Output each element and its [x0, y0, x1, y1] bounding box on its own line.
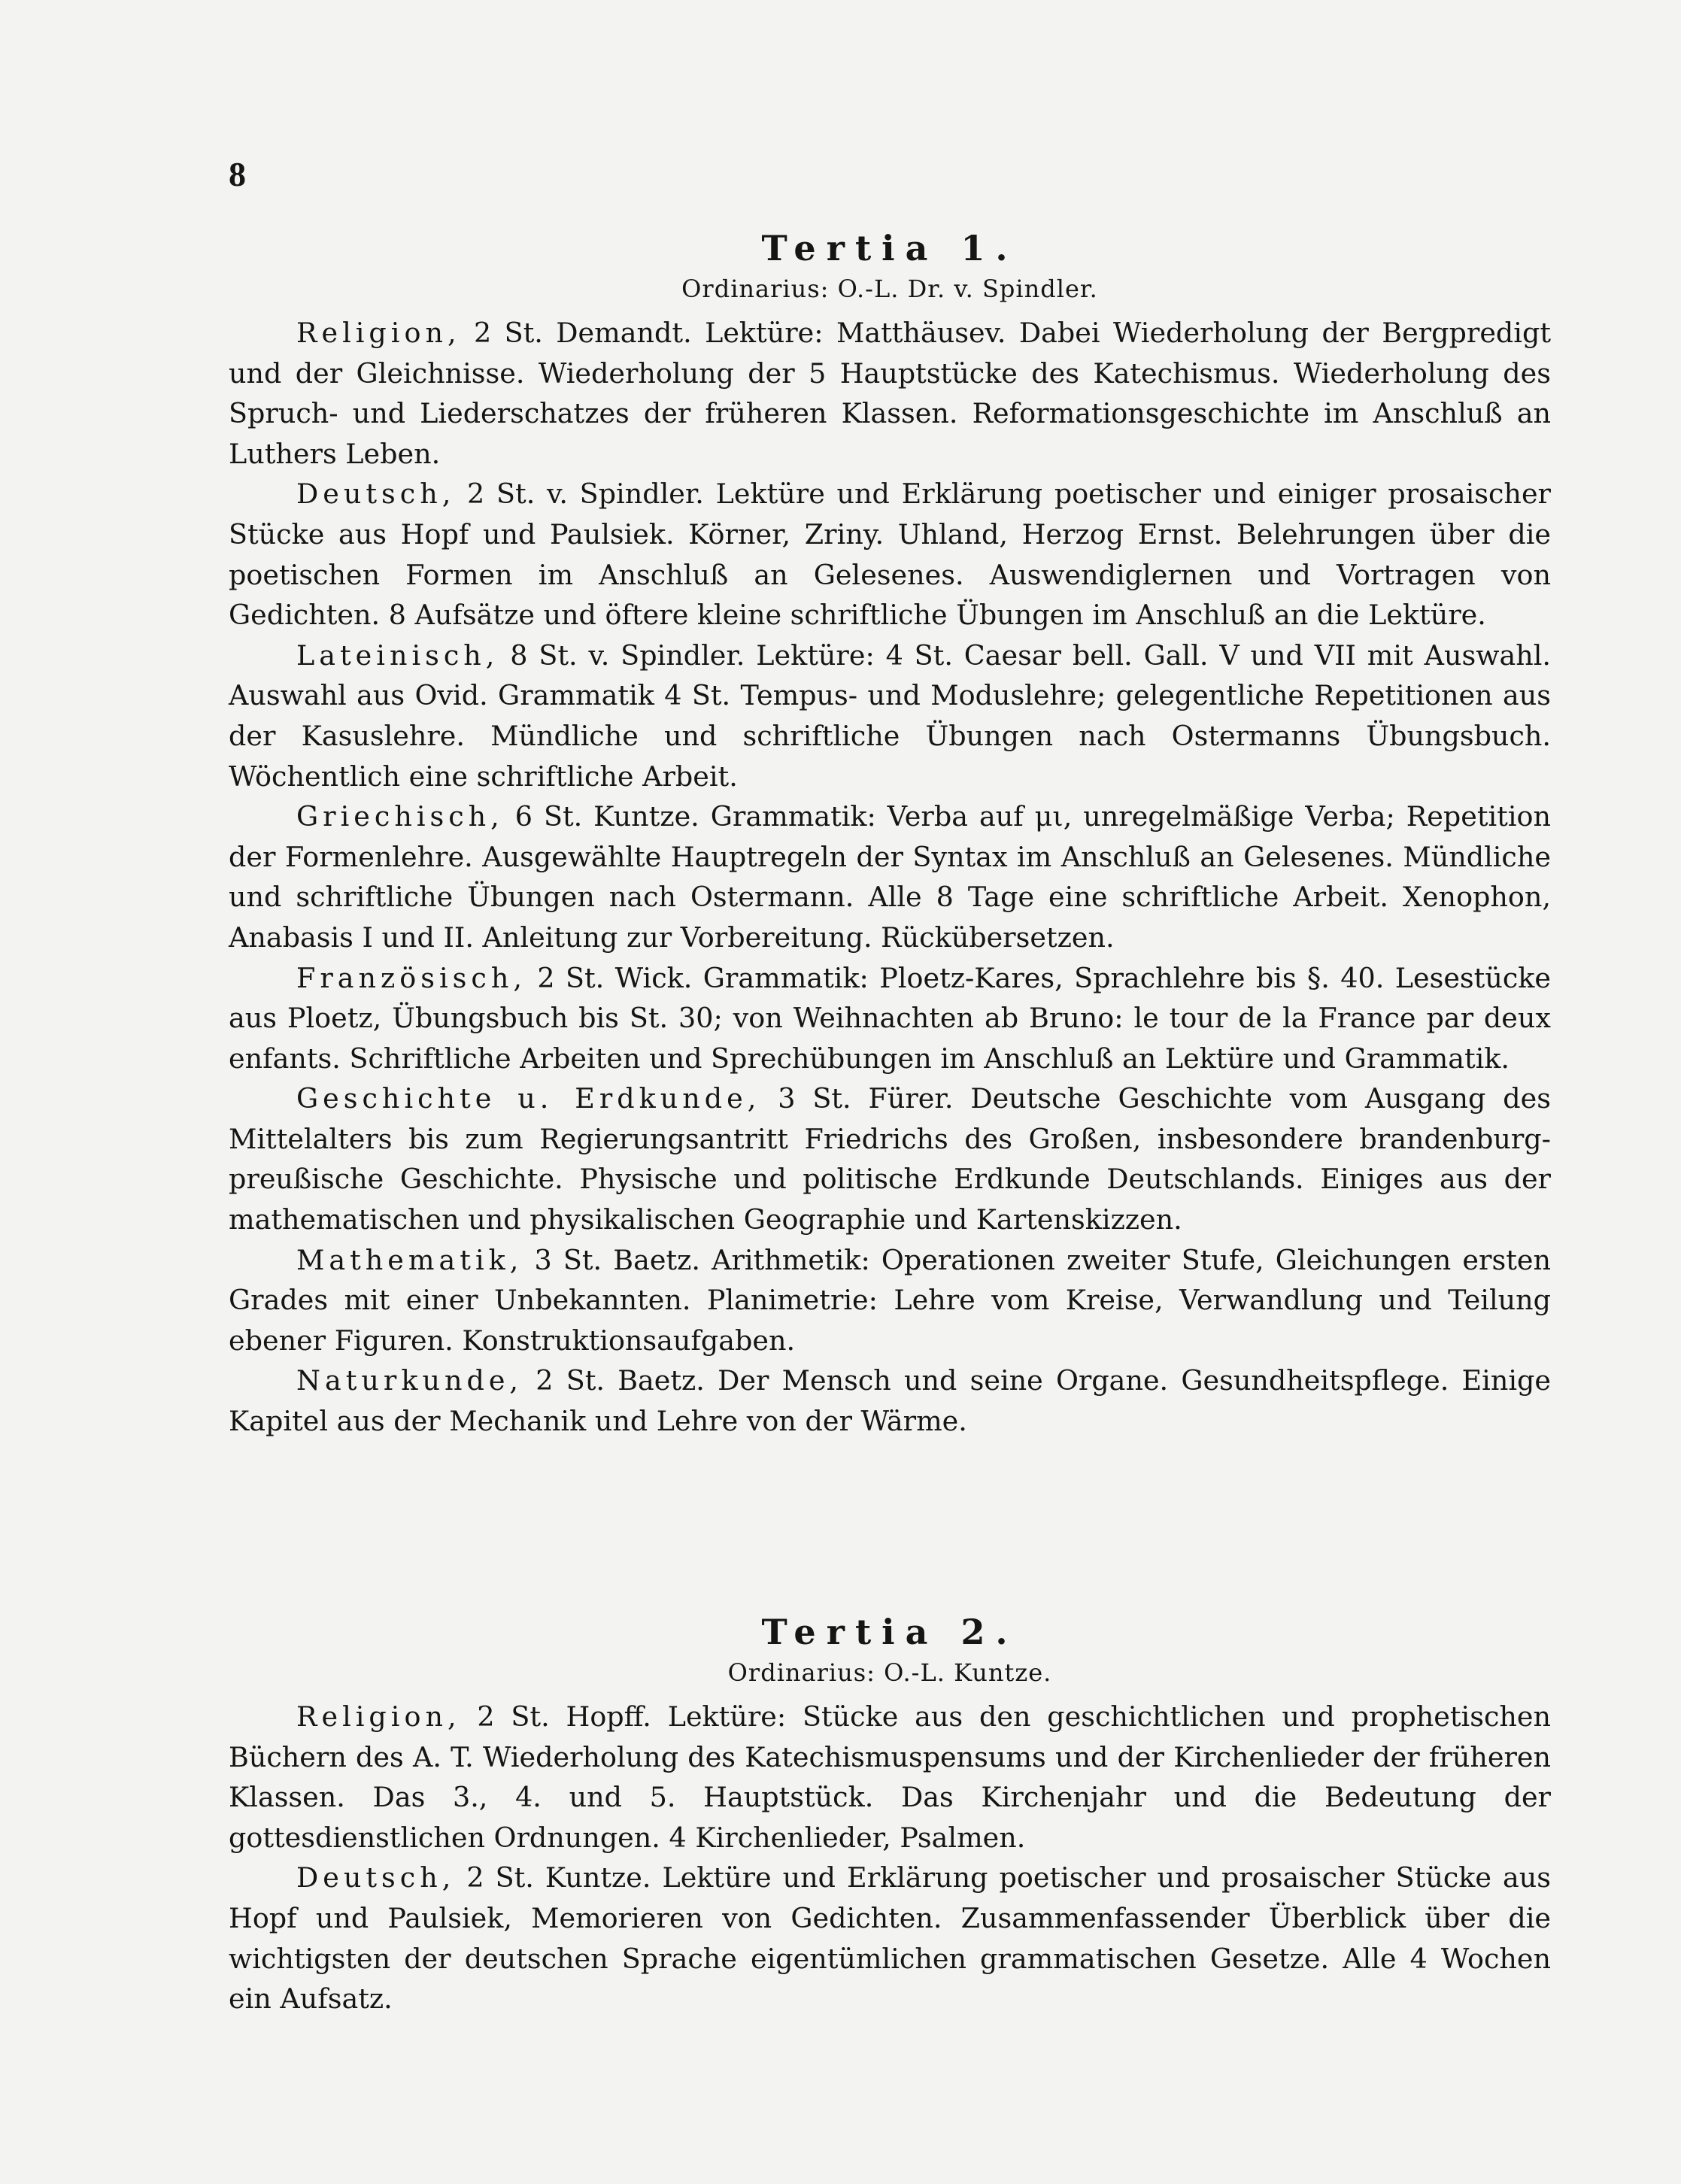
paragraph-franzoesisch — [229, 958, 1551, 1079]
section-tertia-1 — [229, 226, 1551, 1442]
subject-label: Religion, — [296, 1700, 461, 1733]
subject-label: Französisch, — [296, 961, 526, 994]
paragraph-text: 2 St. Demandt. Lektüre: Matthäusev. Dabei Wiederholung der Bergpredigt und der Gleichnisse. Wiederholung der 5 Hauptstücke des Katechismus. Wiederholung des Spruch- und Liederschatzes der früheren Klassen. Reformationsgeschichte im Anschluß an Luthers Leben. — [229, 317, 1551, 470]
paragraph-griechisch — [229, 796, 1551, 957]
paragraph-text: 8 St. v. Spindler. Lektüre: 4 St. Caesar bell. Gall. V und VII mit Auswahl. Auswahl aus Ovid. Grammatik 4 St. Tempus- und Moduslehre; gelegentliche Repetitionen aus der Kasuslehre. Mündliche und schriftliche Übungen nach Ostermanns Übungsbuch. Wöchentlich eine schriftliche Arbeit. — [229, 639, 1551, 793]
paragraph-text: 3 St. Baetz. Arithmetik: Operationen zweiter Stufe, Gleichungen ersten Grades mit einer Unbekannten. Planimetrie: Lehre vom Kreise, Verwandlung und Teilung ebener Figuren. Konstruktionsaufgaben. — [229, 1243, 1551, 1357]
paragraph-lateinisch — [229, 635, 1551, 796]
paragraph-text: 2 St. Wick. Grammatik: Ploetz-Kares, Sprachlehre bis §. 40. Lesestücke aus Ploetz, Übungsbuch bis St. 30; von Weihnachten ab Bruno: le tour de la France par deux enfants. Schriftliche Arbeiten und Sprechübungen im Anschluß an Lektüre und Grammatik. — [229, 961, 1551, 1075]
section-title: Tertia 1. — [761, 228, 1018, 268]
subject-label: Naturkunde, — [296, 1364, 523, 1397]
subject-label: Griechisch, — [296, 800, 504, 833]
subject-label: Deutsch, — [296, 1861, 456, 1894]
subject-label: Deutsch, — [296, 478, 456, 511]
paragraph-religion — [229, 1697, 1551, 1858]
subject-label: Geschichte u. Erdkunde, — [296, 1082, 761, 1115]
page-number: 8 — [229, 155, 246, 193]
paragraph-deutsch — [229, 1858, 1551, 2019]
paragraph-text: 6 St. Kuntze. Grammatik: Verba auf μι, unregelmäßige Verba; Repetition der Formenlehre. Ausgewählte Hauptregeln der Syntax im Anschluß an Gelesenes. Mündliche und schriftliche Übungen nach Ostermann. Alle 8 Tage eine schriftliche Arbeit. Xenophon, Anabasis I und II. Anleitung zur Vorbereitung. Rückübersetzen. — [229, 800, 1551, 954]
paragraph-deutsch — [229, 474, 1551, 635]
paragraph-text: 2 St. Kuntze. Lektüre und Erklärung poetischer und prosaischer Stücke aus Hopf und Paulsiek, Memorieren von Gedichten. Zusammenfassender Überblick über die wichtigsten der deutschen Sprache eigentümlichen grammatischen Gesetze. Alle 4 Wochen ein Aufsatz. — [229, 1861, 1551, 2016]
paragraph-text: 2 St. Baetz. Der Mensch und seine Organe. Gesundheitspflege. Einige Kapitel aus der Mechanik und Lehre von der Wärme. — [229, 1364, 1551, 1438]
paragraph-religion — [229, 313, 1551, 474]
paragraph-mathematik — [229, 1240, 1551, 1361]
subject-label: Mathematik, — [296, 1243, 523, 1276]
section-ordinarius: Ordinarius: O.-L. Kuntze. — [727, 1658, 1052, 1687]
section-tertia-2 — [229, 1609, 1551, 2019]
paragraph-text: 2 St. Hopff. Lektüre: Stücke aus den geschichtlichen und prophetischen Büchern des A. T. Wiederholung des Katechismuspensums und der Kirchenlieder der früheren Klassen. Das 3., 4. und 5. Hauptstück. Das Kirchenjahr und die Bedeutung der gottesdienstlichen Ordnungen. 4 Kirchenlieder, Psalmen. — [229, 1700, 1551, 1854]
section-title: Tertia 2. — [761, 1612, 1018, 1652]
section-ordinarius: Ordinarius: O.-L. Dr. v. Spindler. — [681, 275, 1098, 303]
paragraph-text: 3 St. Fürer. Deutsche Geschichte vom Ausgang des Mittelalters bis zum Regierungsantritt Friedrichs des Großen, insbesondere brandenburg-preußische Geschichte. Physische und politische Erdkunde Deutschlands. Einiges aus der mathematischen und physikalischen Geographie und Kartenskizzen. — [229, 1082, 1552, 1236]
paragraph-geschichte — [229, 1078, 1551, 1239]
paragraph-naturkunde — [229, 1360, 1551, 1441]
paragraph-text: 2 St. v. Spindler. Lektüre und Erklärung poetischer und einiger prosaischer Stücke aus Hopf und Paulsiek. Körner, Zriny. Uhland, Herzog Ernst. Belehrungen über die poetischen Formen im Anschluß an Gelesenes. Auswendiglernen und Vortragen von Gedichten. 8 Aufsätze und öftere kleine schriftliche Übungen im Anschluß an die Lektüre. — [229, 478, 1551, 632]
subject-label: Religion, — [296, 317, 461, 349]
subject-label: Lateinisch, — [296, 639, 499, 672]
